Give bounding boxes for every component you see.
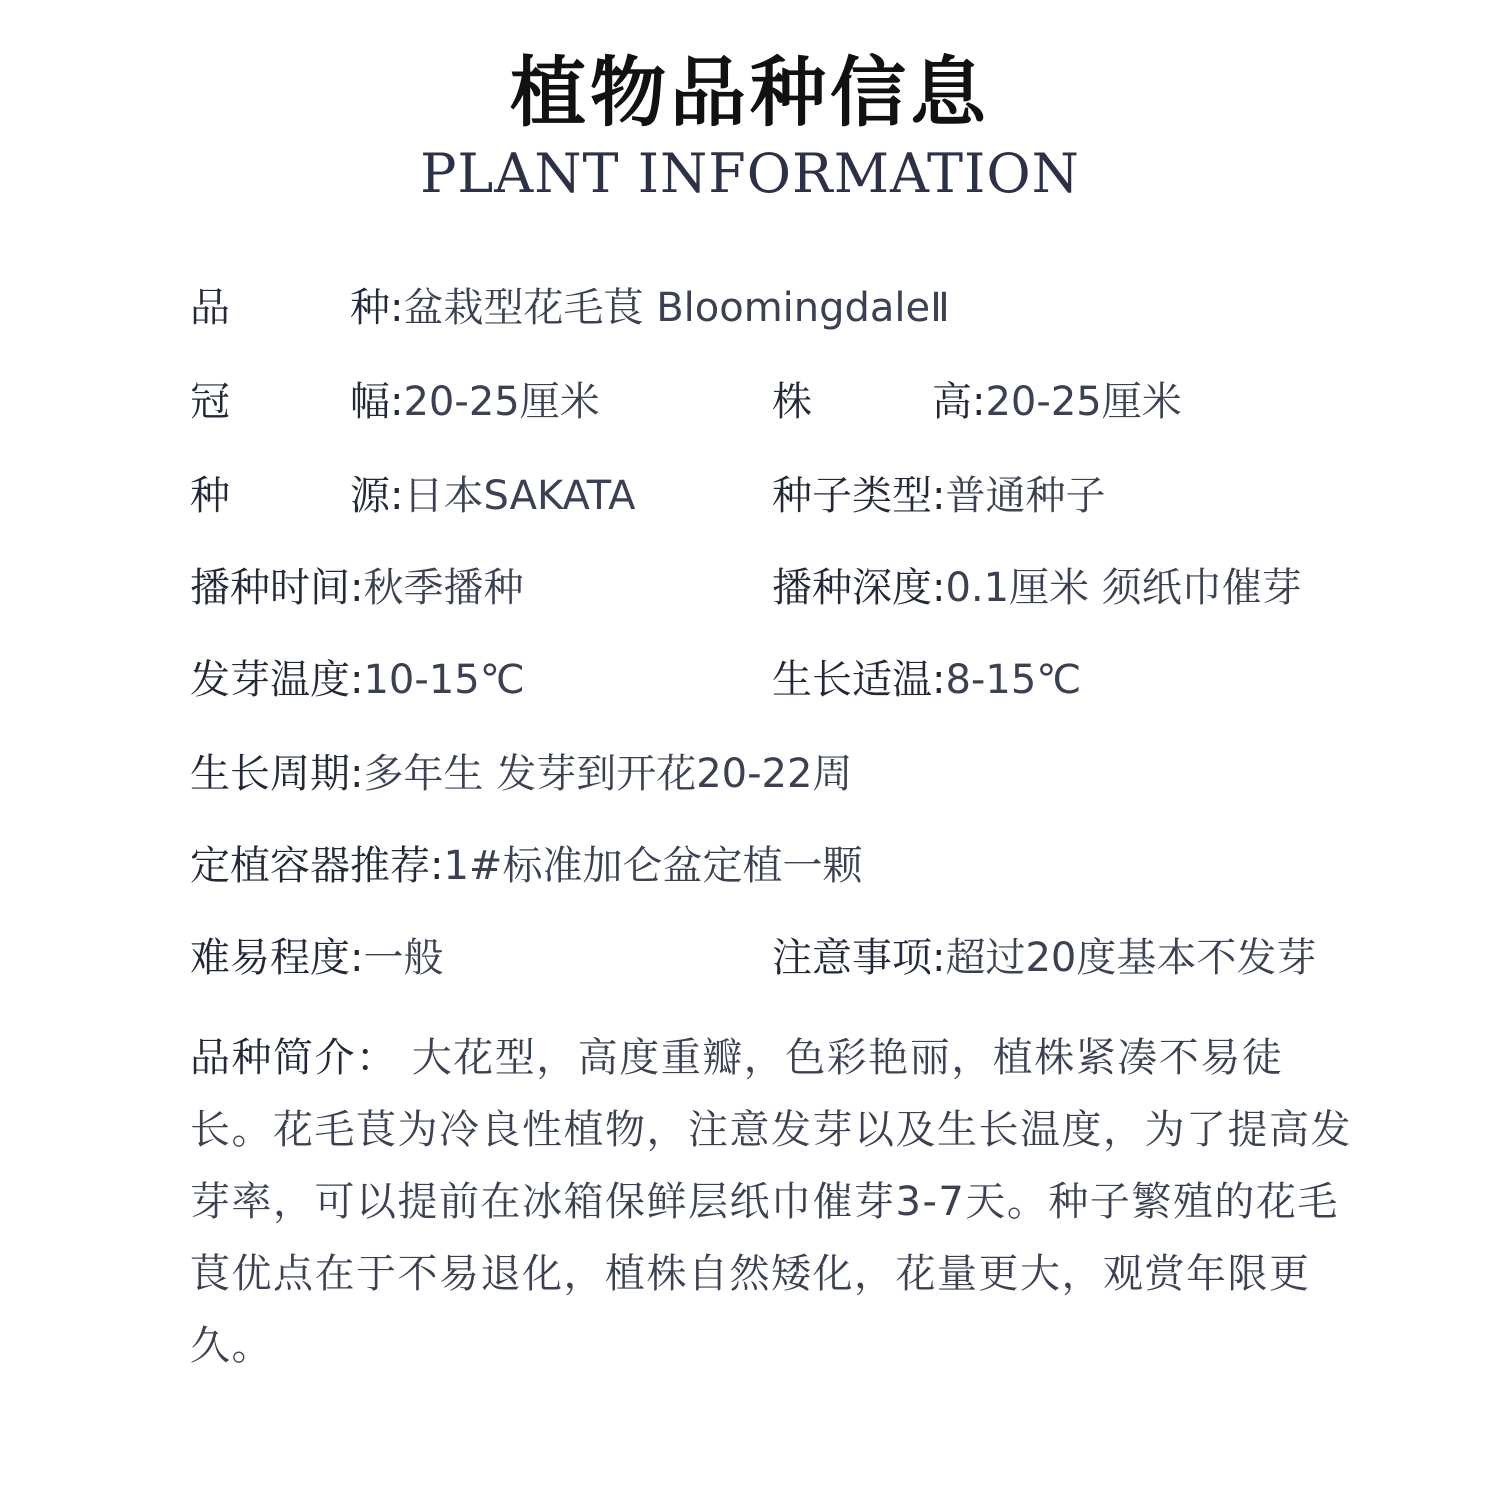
colon: :: [350, 657, 364, 703]
container-label: 定植容器推荐: [190, 843, 430, 889]
sow-depth-label: 播种深度: [772, 565, 932, 611]
sow-time-label: 播种时间: [190, 565, 350, 611]
notes-value: 超过20度基本不发芽: [945, 935, 1317, 981]
height-value: 20-25厘米: [985, 379, 1182, 425]
difficulty-label: 难易程度: [190, 935, 350, 981]
variety-label: 品种: [190, 285, 390, 331]
page-title: 植物品种信息: [510, 48, 990, 137]
colon: :: [932, 473, 946, 519]
colon: :: [350, 565, 364, 611]
container-value: 1#标准加仑盆定植一颗: [443, 843, 863, 889]
info-notes: [772, 928, 1316, 988]
info-grow-temp: [772, 650, 1081, 710]
intro-label: 品种简介：: [190, 1035, 398, 1081]
colon: :: [350, 751, 364, 797]
grow-temp-value: 8-15℃: [945, 657, 1082, 703]
info-sow-depth: [772, 558, 1302, 618]
source-value: 日本SAKATA: [403, 473, 636, 519]
colon: :: [932, 565, 946, 611]
info-sow-time: [190, 558, 523, 618]
colon: :: [430, 843, 444, 889]
variety-introduction: [190, 1022, 1365, 1382]
cycle-label: 生长周期: [190, 751, 350, 797]
colon: :: [390, 285, 404, 331]
difficulty-value: 一般: [363, 935, 444, 981]
source-label: 种源: [190, 473, 390, 519]
crown-value: 20-25厘米: [403, 379, 600, 425]
info-seed-type: [772, 466, 1105, 526]
colon: :: [390, 379, 404, 425]
info-variety: [190, 278, 950, 338]
intro-text: 大花型，高度重瓣，色彩艳丽，植株紧凑不易徒长。花毛茛为冷良性植物，注意发芽以及生长温度，为了提高发芽率，可以提前在冰箱保鲜层纸巾催芽3-7天。种子繁殖的花毛茛优点在于不易退化，植株自然矮化，花量更大，观赏年限更久。: [190, 1035, 1352, 1369]
info-height: [772, 372, 1182, 432]
notes-label: 注意事项: [772, 935, 932, 981]
colon: :: [350, 935, 364, 981]
seed-type-label: 种子类型: [772, 473, 932, 519]
cycle-value: 多年生 发芽到开花20-22周: [363, 751, 853, 797]
colon: :: [932, 935, 946, 981]
germ-temp-value: 10-15℃: [363, 657, 525, 703]
info-container: [190, 836, 862, 896]
info-source: [190, 466, 635, 526]
crown-label: 冠幅: [190, 379, 390, 425]
info-cycle: [190, 744, 852, 804]
seed-type-value: 普通种子: [945, 473, 1106, 519]
colon: :: [972, 379, 986, 425]
grow-temp-label: 生长适温: [772, 657, 932, 703]
germ-temp-label: 发芽温度: [190, 657, 350, 703]
variety-value: 盆栽型花毛茛 BloomingdaleⅡ: [403, 285, 950, 331]
sow-depth-value: 0.1厘米 须纸巾催芽: [945, 565, 1302, 611]
info-germ-temp: [190, 650, 525, 710]
colon: :: [932, 657, 946, 703]
height-label: 株高: [772, 379, 972, 425]
sow-time-value: 秋季播种: [363, 565, 524, 611]
info-difficulty: [190, 928, 443, 988]
info-crown: [190, 372, 600, 432]
colon: :: [390, 473, 404, 519]
page-subtitle: PLANT INFORMATION: [420, 142, 1080, 205]
